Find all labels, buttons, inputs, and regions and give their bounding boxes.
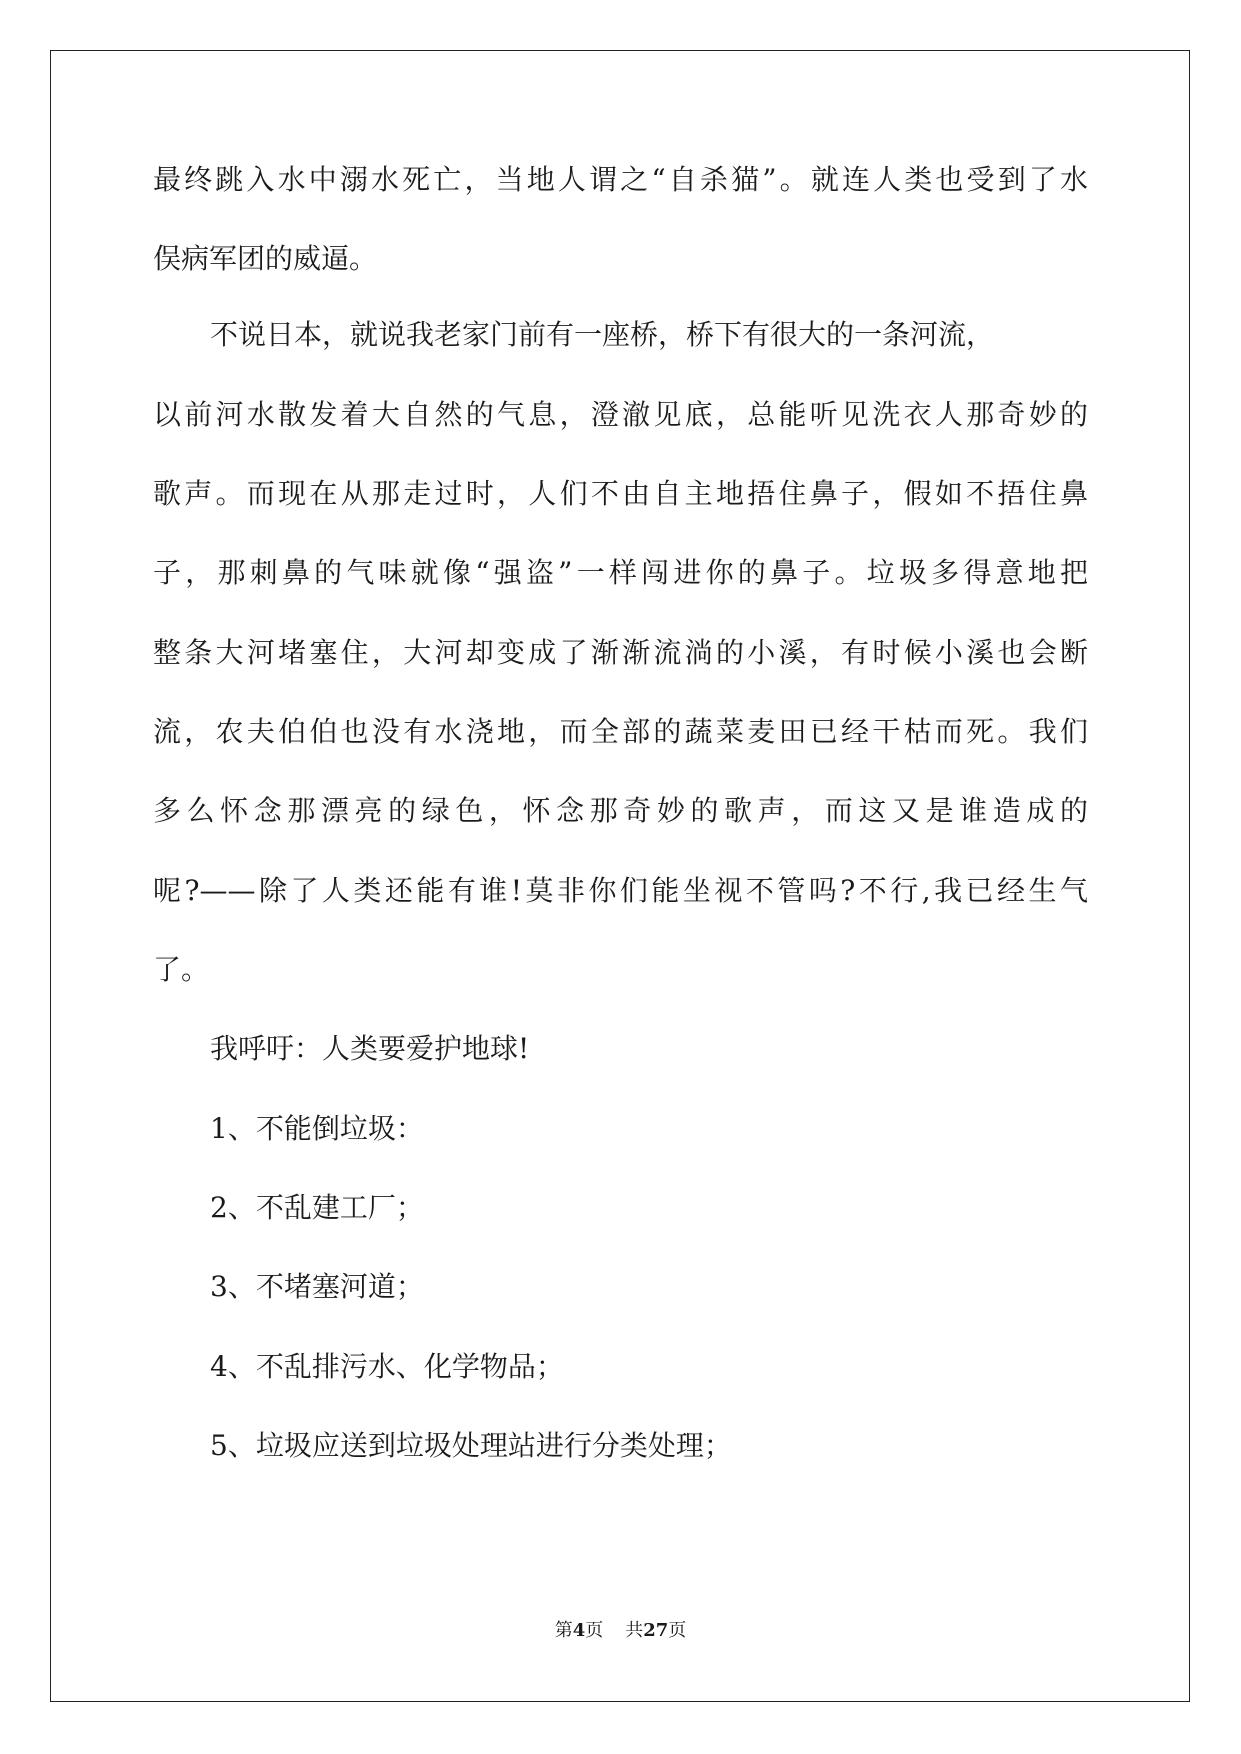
call-to-action: 我呼吁：人类要爱护地球! [210,1032,530,1065]
total-prefix: 共 [625,1620,644,1641]
text-line: 以前河水散发着大自然的气息，澄澈见底，总能听见洗衣人那奇妙的 [153,398,1088,431]
page-footer [0,1619,1241,1643]
list-item: 1、不能倒垃圾： [210,1112,424,1145]
text-line: 呢?——除了人类还能有谁!莫非你们能坐视不管吗?不行,我已经生气 [153,874,1088,907]
text-line: 多么怀念那漂亮的绿色，怀念那奇妙的歌声，而这又是谁造成的 [153,794,1088,827]
text-line: 了。 [153,953,210,986]
total-pages: 27 [643,1620,669,1641]
text-line: 整条大河堵塞住，大河却变成了渐渐流淌的小溪，有时候小溪也会断 [153,636,1088,669]
text-line: 流，农夫伯伯也没有水浇地，而全部的蔬菜麦田已经干枯而死。我们 [153,715,1088,748]
page-suffix: 页 [585,1620,604,1641]
list-item: 3、不堵塞河道； [210,1270,424,1303]
total-suffix: 页 [668,1620,687,1641]
page-prefix: 第 [554,1620,573,1641]
list-item: 2、不乱建工厂； [210,1191,424,1224]
list-item: 4、不乱排污水、化学物品； [210,1350,564,1383]
page-number: 4 [572,1620,586,1641]
text-line: 歌声。而现在从那走过时，人们不由自主地捂住鼻子，假如不捂住鼻 [153,477,1088,510]
text-line: 俣病军团的威逼。 [153,242,378,275]
paragraph-first-line: 不说日本，就说我老家门前有一座桥，桥下有很大的一条河流， [210,318,995,351]
list-item: 5、垃圾应送到垃圾处理站进行分类处理； [210,1429,732,1462]
text-line: 最终跳入水中溺水死亡，当地人谓之“自杀猫”。就连人类也受到了水 [153,163,1088,196]
text-line: 子，那刺鼻的气味就像“强盗”一样闯进你的鼻子。垃圾多得意地把 [153,556,1088,589]
